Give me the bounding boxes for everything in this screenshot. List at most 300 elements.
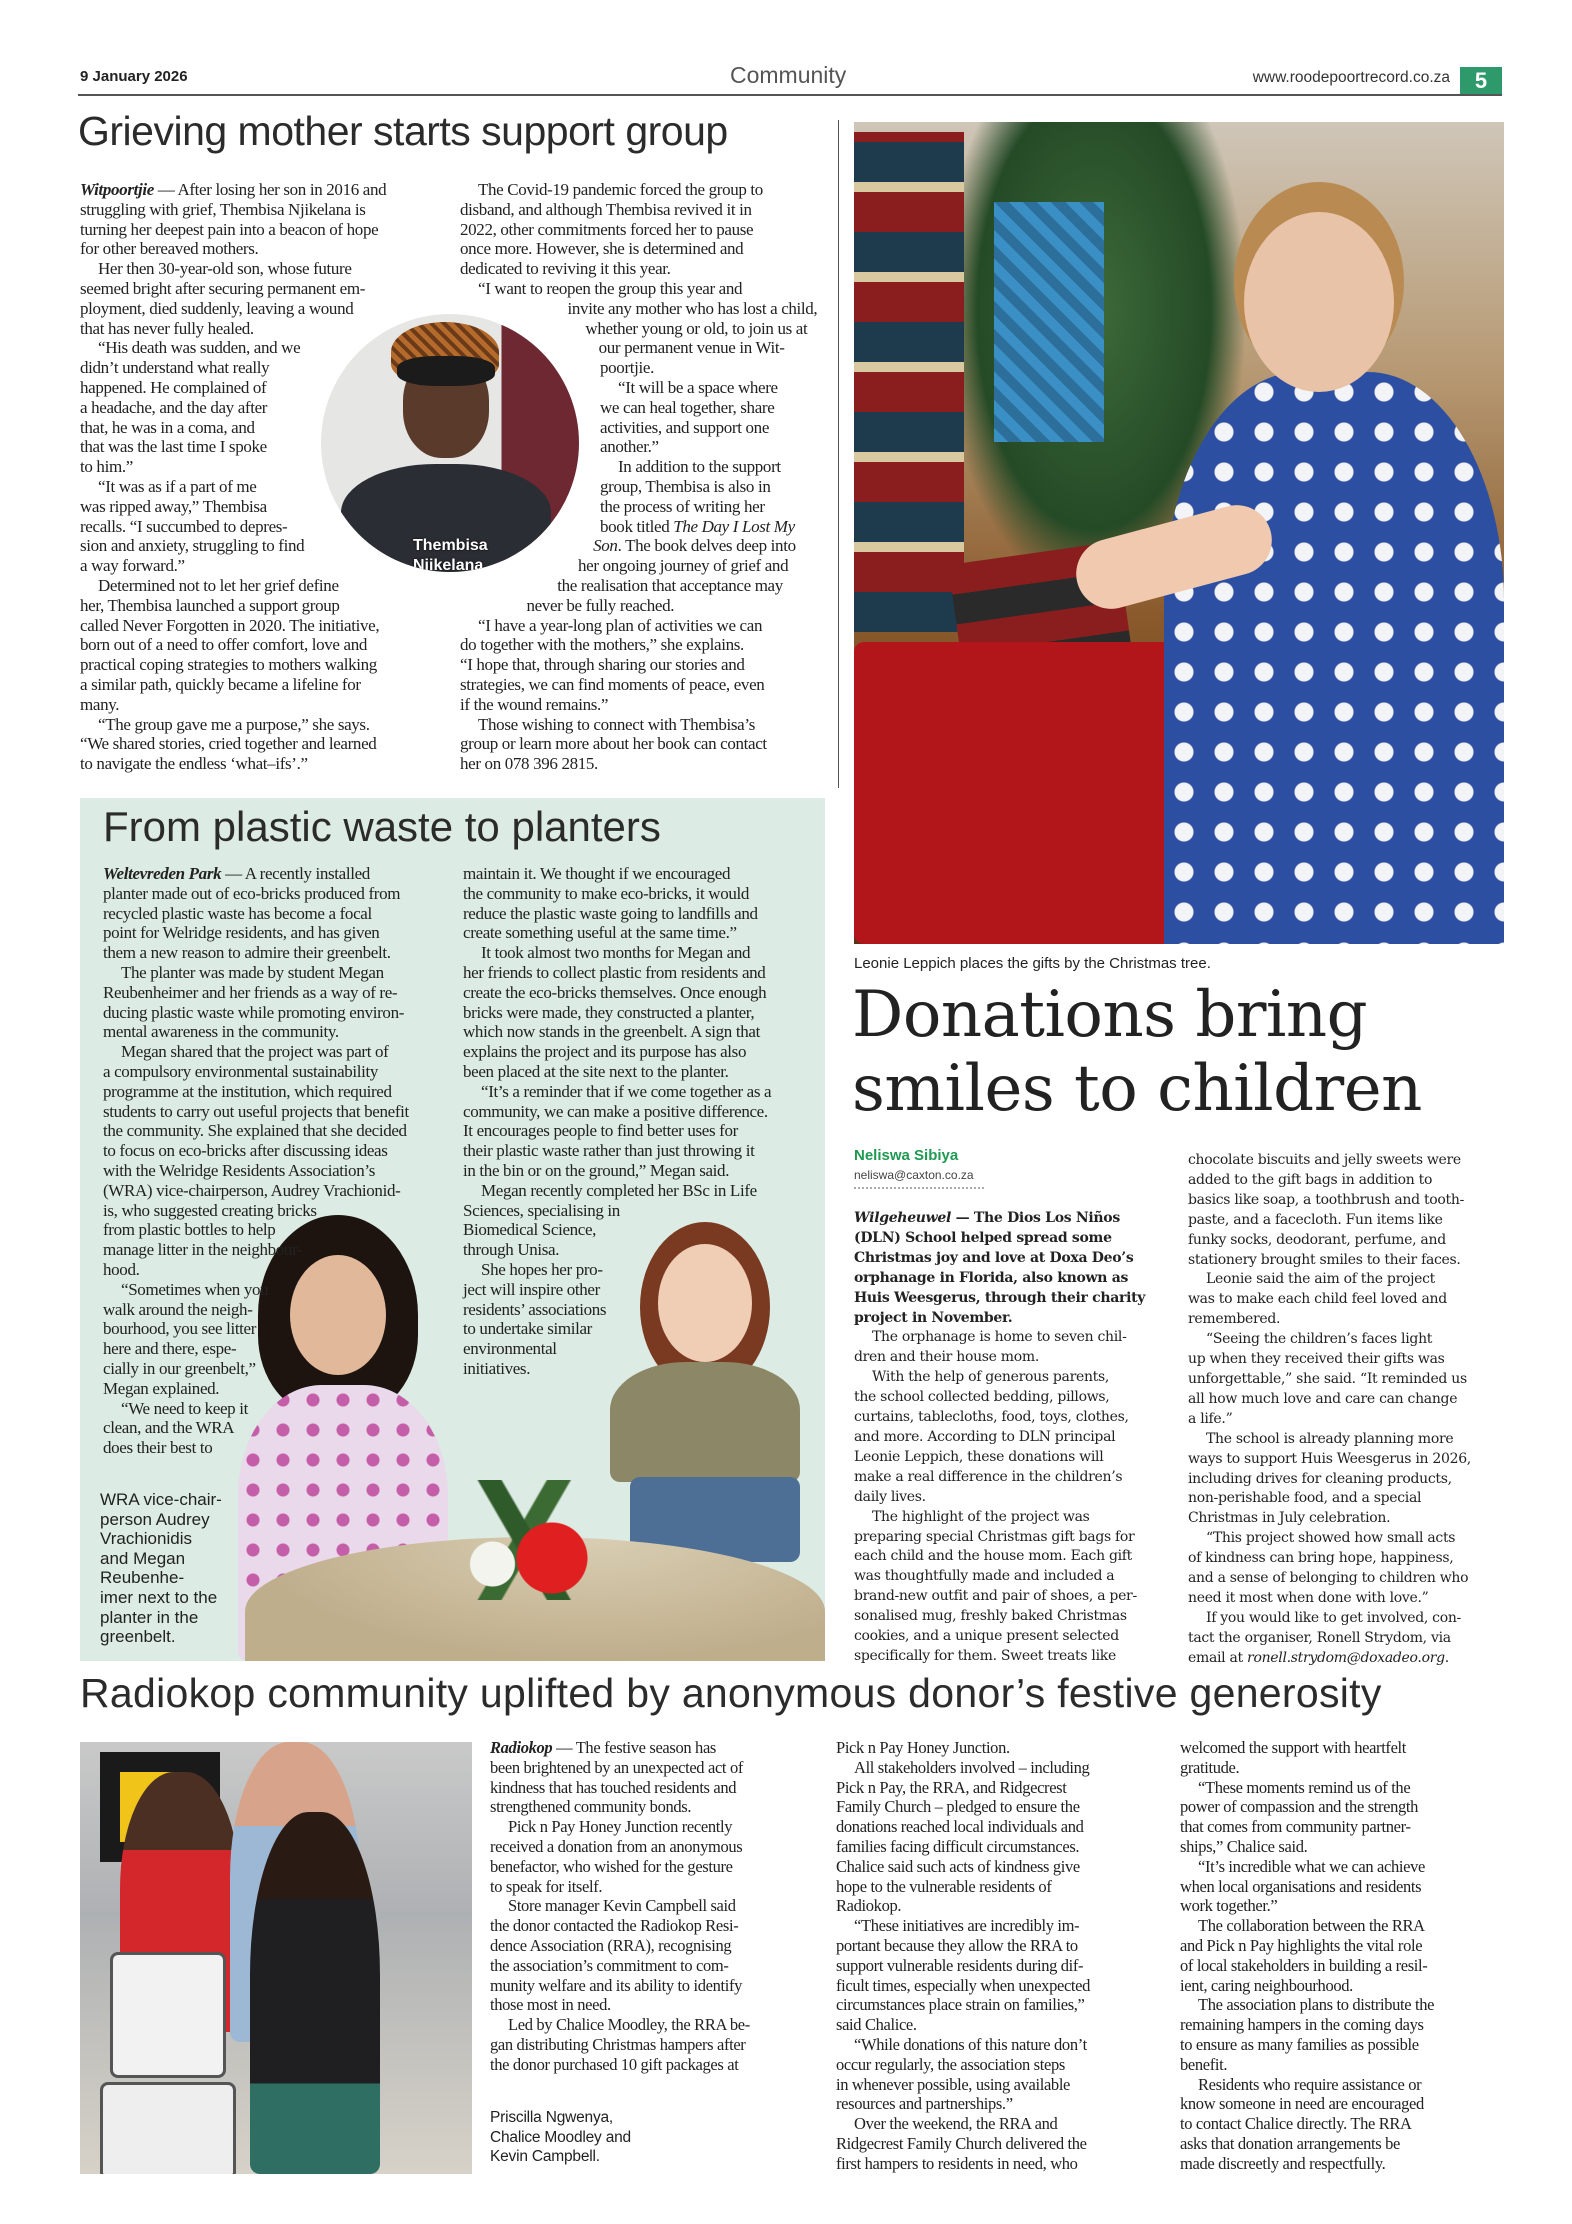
text-segment: tact the organiser, Ronell Strydom, via xyxy=(1188,1629,1451,1646)
text-segment: turning her deepest pain into a beacon of hope xyxy=(80,219,379,239)
text-line xyxy=(103,1418,443,1438)
text-segment: The highlight of the project was xyxy=(872,1508,1090,1525)
text-segment: The orphanage is home to seven chil- xyxy=(872,1329,1127,1346)
text-line xyxy=(463,1161,803,1181)
text-line xyxy=(1188,1151,1506,1171)
text-line xyxy=(460,655,824,675)
text-line xyxy=(490,1976,818,1996)
text-segment: Megan recently completed her BSc in Life xyxy=(481,1180,757,1200)
text-segment: all how much love and care can change xyxy=(1188,1390,1458,1407)
text-line xyxy=(463,1359,803,1379)
text-line xyxy=(1180,2015,1508,2035)
text-line xyxy=(103,1260,443,1280)
text-segment: The Covid-19 pandemic forced the group to xyxy=(478,180,763,199)
text-segment: recalls. “I succumbed to depres- xyxy=(80,516,288,536)
text-segment: initiatives. xyxy=(463,1358,531,1378)
text-segment: explains the project and its purpose has also xyxy=(463,1042,747,1062)
text-segment: the community. She explained that she decided xyxy=(103,1121,407,1141)
text-line xyxy=(103,1042,443,1062)
text-segment: It took almost two months for Megan and xyxy=(481,943,751,963)
text-segment: “We shared stories, cried together and learned xyxy=(80,734,377,754)
text-line xyxy=(1180,1916,1508,1936)
text-segment: cookies, and a unique present selected xyxy=(854,1628,1119,1645)
text-line xyxy=(463,1181,803,1201)
text-segment: Chalice Moodley and xyxy=(490,2128,631,2146)
text-line xyxy=(103,1339,443,1359)
text-line xyxy=(80,715,432,735)
text-line xyxy=(80,180,432,200)
text-line xyxy=(854,1328,1170,1348)
text-segment: Vrachionidis xyxy=(100,1529,192,1549)
headline-plastic-planters: From plastic waste to planters xyxy=(103,803,661,850)
text-line xyxy=(490,1877,818,1897)
text-line xyxy=(460,616,824,636)
text-segment: Ridgecrest Family Church delivered the xyxy=(836,2133,1087,2153)
text-line xyxy=(80,220,432,240)
article-column xyxy=(103,864,443,1458)
text-line xyxy=(1188,1430,1506,1450)
text-segment: benefit. xyxy=(1180,2054,1228,2074)
text-segment: the community to make eco-bricks, it would xyxy=(463,883,750,903)
text-line xyxy=(836,1778,1164,1798)
text-line xyxy=(80,259,432,279)
text-segment: does their best to xyxy=(103,1438,213,1458)
text-line xyxy=(490,2108,631,2128)
dateline: Witpoortjie xyxy=(80,180,154,199)
text-line xyxy=(463,1201,803,1221)
text-line xyxy=(1180,1896,1508,1916)
text-line xyxy=(854,1289,1170,1309)
text-segment: manage litter in the neighbour- xyxy=(103,1240,303,1260)
text-line xyxy=(854,1607,1170,1627)
text-line xyxy=(103,1102,443,1122)
text-segment: “I hope that, through sharing our stories and xyxy=(460,655,745,675)
text-line xyxy=(100,1588,222,1608)
text-segment: “These moments remind us of the xyxy=(1198,1777,1411,1797)
text-line xyxy=(1188,1171,1506,1191)
text-segment: whether young or old, to join us at xyxy=(585,318,808,338)
text-segment: we can heal together, share xyxy=(600,397,775,417)
text-line xyxy=(463,1062,803,1082)
text-segment: . xyxy=(1444,1649,1449,1666)
text-line xyxy=(463,1003,803,1023)
text-line xyxy=(460,239,824,259)
text-line xyxy=(103,1003,443,1023)
text-segment: her on 078 396 2815. xyxy=(460,754,598,774)
text-line xyxy=(490,1936,818,1956)
text-segment: here and there, espe- xyxy=(103,1339,237,1359)
text-segment: In addition to the support xyxy=(618,457,781,477)
text-line xyxy=(103,923,443,943)
text-line xyxy=(103,1240,443,1260)
text-segment: to ensure as many families as possible xyxy=(1180,2034,1419,2054)
author-email[interactable]: neliswa@caxton.co.za xyxy=(854,1168,974,1182)
text-segment: and a sense of belonging to children who xyxy=(1188,1570,1469,1587)
text-line xyxy=(490,2128,631,2148)
text-segment: ships,” Chalice said. xyxy=(1180,1836,1308,1856)
text-line xyxy=(1188,1330,1506,1350)
text-segment: born out of a need to offer comfort, love and xyxy=(80,635,368,655)
text-line xyxy=(1188,1410,1506,1430)
text-line xyxy=(463,1102,803,1122)
text-segment: She hopes her pro- xyxy=(481,1259,603,1279)
text-segment: invite any mother who has lost a child, xyxy=(567,298,818,318)
text-line xyxy=(80,616,432,636)
text-segment: the realisation that acceptance may xyxy=(557,575,783,595)
text-segment: families facing difficult circumstances. xyxy=(836,1836,1080,1856)
text-line xyxy=(490,1837,818,1857)
text-segment: their plastic waste rather than just throwing it xyxy=(463,1141,755,1161)
text-segment: that comes from community partner- xyxy=(1180,1817,1411,1837)
text-line xyxy=(854,1508,1170,1528)
text-segment: our permanent venue in Wit- xyxy=(598,338,785,358)
text-line xyxy=(1188,1211,1506,1231)
text-line xyxy=(80,695,432,715)
text-segment: of local stakeholders in building a resil- xyxy=(1180,1955,1428,1975)
text-segment: ficult times, especially when unexpected xyxy=(836,1975,1091,1995)
text-line xyxy=(490,2015,818,2035)
text-segment: . The book delves deep into xyxy=(617,536,796,556)
text-line xyxy=(463,1300,803,1320)
text-segment: “It will be a space where xyxy=(618,377,778,397)
text-line xyxy=(1180,1738,1508,1758)
text-segment: ient, caring neighbourhood. xyxy=(1180,1975,1353,1995)
text-line xyxy=(103,1379,443,1399)
text-line xyxy=(854,1408,1170,1428)
text-segment: made discreetly and respectfully. xyxy=(1180,2153,1386,2173)
text-line xyxy=(854,1368,1170,1388)
dateline: Radiokop xyxy=(490,1738,553,1757)
woman-dress xyxy=(1164,372,1504,944)
text-line xyxy=(463,923,803,943)
text-segment: — The Dios Los Niños xyxy=(955,1210,1120,1226)
text-segment: each child and the house mom. Each gift xyxy=(854,1548,1133,1565)
text-line xyxy=(854,1249,1170,1269)
text-line xyxy=(1188,1191,1506,1211)
text-line xyxy=(854,1647,1170,1667)
text-line xyxy=(1188,1251,1506,1271)
text-segment: occur regularly, the association steps xyxy=(836,2054,1065,2074)
text-line xyxy=(103,983,443,1003)
text-segment: ways to support Huis Weesgerus in 2026, xyxy=(1188,1450,1471,1467)
photo-caption: Leonie Leppich places the gifts by the Christmas tree. xyxy=(854,955,1211,972)
text-segment: remaining hampers in the coming days xyxy=(1180,2015,1424,2035)
headline-radiokop: Radiokop community uplifted by anonymous donor’s festive generosity xyxy=(80,1670,1382,1716)
text-line xyxy=(836,2094,1164,2114)
text-segment: cially in our greenbelt,” xyxy=(103,1358,256,1378)
planter-flowers xyxy=(450,1480,620,1600)
text-segment: her ongoing journey of grief and xyxy=(578,556,789,576)
text-line xyxy=(490,1797,818,1817)
text-segment: if the wound remains.” xyxy=(460,694,609,714)
text-line xyxy=(854,1627,1170,1647)
text-line xyxy=(1188,1390,1506,1410)
text-segment: many. xyxy=(80,694,120,714)
text-segment: first hampers to residents in need, who xyxy=(836,2153,1078,2173)
text-segment: “It’s a reminder that if we come together as a xyxy=(481,1081,772,1101)
text-segment: called Never Forgotten in 2020. The initiative, xyxy=(80,615,380,635)
text-segment: Radiokop. xyxy=(836,1896,902,1916)
text-line xyxy=(1180,2094,1508,2114)
text-segment: welcomed the support with heartfelt xyxy=(1180,1738,1407,1757)
text-segment: a compulsory environmental sustainability xyxy=(103,1061,379,1081)
column-divider xyxy=(838,120,839,788)
text-line xyxy=(463,1319,803,1339)
text-segment: Residents who require assistance or xyxy=(1198,2074,1422,2094)
woman-face xyxy=(1244,212,1394,392)
text-segment: was to make each child feel loved and xyxy=(1188,1291,1447,1308)
text-segment: (WRA) vice-chairperson, Audrey Vrachionid- xyxy=(103,1180,401,1200)
issue-date: 9 January 2026 xyxy=(80,68,188,85)
text-line xyxy=(854,1488,1170,1508)
text-segment: orphanage in Florida, also known as xyxy=(854,1269,1129,1286)
text-line xyxy=(836,1976,1164,1996)
text-line xyxy=(100,1568,222,1588)
text-line xyxy=(490,1956,818,1976)
text-segment: once more. However, she is determined and xyxy=(460,239,744,259)
text-segment: “It was as if a part of me xyxy=(98,476,257,496)
text-segment: non-perishable food, and a special xyxy=(1188,1490,1422,1507)
text-segment: gan distributing Christmas hampers after xyxy=(490,2034,746,2054)
text-line xyxy=(490,2055,818,2075)
text-segment: Reubenheimer and her friends as a way of re- xyxy=(103,982,398,1002)
text-line xyxy=(80,655,432,675)
headline-line: Donations bring xyxy=(852,978,1368,1052)
text-line xyxy=(854,1528,1170,1548)
text-segment: benefactor, who wished for the gesture xyxy=(490,1856,733,1876)
text-segment: — After losing her son in 2016 and xyxy=(157,180,387,199)
text-line xyxy=(1188,1270,1506,1290)
text-line xyxy=(460,279,824,299)
text-segment: work together.” xyxy=(1180,1896,1278,1916)
text-segment: when local organisations and residents xyxy=(1180,1876,1422,1896)
portrait-photo-thembisa xyxy=(321,314,579,572)
text-segment: “Sometimes when you xyxy=(121,1279,269,1299)
text-segment: clean, and the WRA xyxy=(103,1418,235,1438)
text-segment: seemed bright after securing permanent em- xyxy=(80,278,366,298)
text-line xyxy=(836,1877,1164,1897)
text-line xyxy=(103,1438,443,1458)
text-segment: sonalised mug, freshly baked Christmas xyxy=(854,1608,1127,1625)
text-segment: imer next to the xyxy=(100,1587,218,1607)
text-segment: dence Association (RRA), recognising xyxy=(490,1935,732,1955)
text-line xyxy=(103,1062,443,1082)
text-line xyxy=(1188,1489,1506,1509)
text-segment: reduce the plastic waste going to landfills and xyxy=(463,903,758,923)
text-segment: and Megan xyxy=(100,1548,186,1568)
text-line xyxy=(103,1022,443,1042)
text-segment: book titled xyxy=(600,516,674,536)
text-segment: the donor contacted the Radiokop Resi- xyxy=(490,1916,739,1936)
text-line xyxy=(80,754,432,774)
text-line xyxy=(103,884,443,904)
text-line xyxy=(463,983,803,1003)
text-line xyxy=(103,1399,443,1419)
text-line xyxy=(854,1567,1170,1587)
text-line xyxy=(1188,1450,1506,1470)
text-segment: If you would like to get involved, con- xyxy=(1206,1609,1461,1626)
text-line xyxy=(80,596,432,616)
text-segment: a similar path, quickly became a lifeline for xyxy=(80,674,361,694)
italic-text: The Day I Lost My xyxy=(673,516,795,536)
text-segment: Megan shared that the project was part of xyxy=(121,1042,389,1062)
text-line xyxy=(854,1448,1170,1468)
text-segment: With the help of generous parents, xyxy=(872,1369,1110,1386)
text-line xyxy=(463,943,803,963)
text-segment: Family Church – pledged to ensure the xyxy=(836,1797,1080,1817)
text-line xyxy=(460,220,824,240)
text-segment: them a new reason to admire their greenbelt. xyxy=(103,943,391,963)
text-segment: and Pick n Pay highlights the vital role xyxy=(1180,1935,1423,1955)
text-segment: “Seeing the children’s faces light xyxy=(1206,1331,1433,1348)
text-segment: ducing plastic waste while promoting environ- xyxy=(103,1002,405,1022)
text-segment: Pick n Pay, the RRA, and Ridgecrest xyxy=(836,1777,1067,1797)
text-segment: been placed at the site next to the planter. xyxy=(463,1061,729,1081)
text-segment: in the bin or on the ground,” Megan said. xyxy=(463,1160,730,1180)
text-line xyxy=(463,1339,803,1359)
text-segment: Chalice said such acts of kindness give xyxy=(836,1856,1080,1876)
text-line xyxy=(1188,1549,1506,1569)
text-segment: the donor purchased 10 gift packages at xyxy=(490,2054,739,2074)
text-line xyxy=(836,1916,1164,1936)
text-line xyxy=(1180,2134,1508,2154)
text-line xyxy=(490,1758,818,1778)
text-segment: asks that donation arrangements be xyxy=(1180,2133,1400,2153)
text-segment: project in November. xyxy=(854,1309,1013,1326)
website-link[interactable]: www.roodepoortrecord.co.za xyxy=(1252,69,1450,86)
gift-bag xyxy=(994,202,1104,442)
text-segment: Christmas joy and love at Doxa Deo’s xyxy=(854,1249,1134,1266)
text-line xyxy=(460,180,824,200)
text-segment: Sciences, specialising in xyxy=(463,1200,620,1220)
text-segment: the school collected bedding, pillows, xyxy=(854,1389,1110,1406)
text-segment: (DLN) School helped spread some xyxy=(854,1229,1112,1246)
text-line xyxy=(100,1549,222,1569)
text-line xyxy=(490,1778,818,1798)
text-line xyxy=(103,1181,443,1201)
text-segment: — The festive season has xyxy=(556,1738,716,1757)
text-segment: received a donation from an anonymous xyxy=(490,1836,743,1856)
text-line xyxy=(854,1388,1170,1408)
text-line xyxy=(1188,1350,1506,1370)
text-line xyxy=(836,2134,1164,2154)
text-segment: ployment, died suddenly, leaving a wound xyxy=(80,298,354,318)
text-line xyxy=(460,734,824,754)
text-segment: preparing special Christmas gift bags for xyxy=(854,1528,1135,1545)
text-segment: maintain it. We thought if we encouraged xyxy=(463,864,731,883)
text-line xyxy=(1188,1609,1506,1629)
text-line xyxy=(490,2035,818,2055)
text-line xyxy=(1180,2035,1508,2055)
text-line xyxy=(463,1022,803,1042)
text-segment: email at xyxy=(1188,1649,1248,1666)
text-segment: donations reached local individuals and xyxy=(836,1817,1084,1837)
article-column xyxy=(836,1738,1164,2174)
text-segment: All stakeholders involved – including xyxy=(854,1757,1090,1777)
text-segment: “We need to keep it xyxy=(121,1398,248,1418)
text-line xyxy=(103,1082,443,1102)
dateline: Wilgeheuwel xyxy=(854,1210,952,1226)
text-segment: added to the gift bags in addition to xyxy=(1188,1171,1433,1188)
text-line xyxy=(1188,1649,1506,1669)
text-segment: The association plans to distribute the xyxy=(1198,1995,1435,2015)
text-line xyxy=(836,2075,1164,2095)
headline-grieving-mother: Grieving mother starts support group xyxy=(78,108,728,154)
text-segment: need it most when done with love.” xyxy=(1188,1589,1429,1606)
text-segment: was thoughtfully made and included a xyxy=(854,1568,1115,1585)
text-line xyxy=(854,1229,1170,1249)
text-segment: with the Welridge Residents Association’s xyxy=(103,1160,375,1180)
text-line xyxy=(463,1220,803,1240)
text-line xyxy=(490,1896,818,1916)
text-segment: brand-new outfit and pair of shoes, a per- xyxy=(854,1588,1137,1605)
text-segment: community, we can make a positive difference. xyxy=(463,1101,768,1121)
text-segment: up when they received their gifts was xyxy=(1188,1351,1445,1368)
text-segment: “This project showed how small acts xyxy=(1206,1530,1456,1547)
text-line xyxy=(1188,1569,1506,1589)
text-segment: a headache, and the day after xyxy=(80,397,268,417)
text-line xyxy=(460,635,824,655)
text-line xyxy=(100,1608,222,1628)
text-line xyxy=(1180,1857,1508,1877)
text-segment: disband, and although Thembisa revived it in xyxy=(460,199,752,219)
text-segment: residents’ associations xyxy=(463,1299,607,1319)
text-segment: create something useful at the same time.” xyxy=(463,923,737,943)
text-segment: person Audrey xyxy=(100,1509,210,1529)
text-segment: hood. xyxy=(103,1259,140,1279)
text-segment: activities, and support one xyxy=(600,417,770,437)
article-column xyxy=(1180,1738,1508,2174)
text-segment: Huis Weesgerus, through their charity xyxy=(854,1289,1146,1306)
text-line xyxy=(1188,1290,1506,1310)
text-segment: planter in the xyxy=(100,1607,199,1627)
text-segment: point for Welridge residents, and has given xyxy=(103,923,380,943)
text-segment: the association’s commitment to com- xyxy=(490,1955,729,1975)
text-line xyxy=(80,239,432,259)
text-line xyxy=(836,1857,1164,1877)
text-line xyxy=(836,2114,1164,2134)
text-segment: The planter was made by student Megan xyxy=(121,962,384,982)
text-segment: strengthened community bonds. xyxy=(490,1797,692,1817)
text-line xyxy=(1180,1758,1508,1778)
text-segment: a way forward.” xyxy=(80,556,185,576)
text-segment: planter made out of eco-bricks produced from xyxy=(103,883,401,903)
text-line xyxy=(463,1042,803,1062)
section-title: Community xyxy=(730,62,847,88)
text-line xyxy=(836,2035,1164,2055)
text-line xyxy=(100,1490,222,1510)
text-segment: “While donations of this nature don’t xyxy=(854,2034,1087,2054)
text-segment: Store manager Kevin Campbell said xyxy=(508,1896,736,1916)
text-segment: Those wishing to connect with Thembisa’s xyxy=(478,714,756,734)
text-segment: Megan explained. xyxy=(103,1378,220,1398)
text-segment: resources and partnerships.” xyxy=(836,2094,1013,2114)
text-line xyxy=(490,1916,818,1936)
headline-line: smiles to children xyxy=(852,1052,1422,1126)
gift-bag xyxy=(854,132,964,632)
text-line xyxy=(103,963,443,983)
text-segment: specifically for them. Sweet treats like xyxy=(854,1647,1116,1664)
text-line xyxy=(854,1547,1170,1567)
photo-radiokop-hampers xyxy=(80,1742,472,2174)
article-column xyxy=(490,1738,818,2075)
text-segment: paste, and a facecloth. Fun items like xyxy=(1188,1211,1443,1228)
text-segment: Priscilla Ngwenya, xyxy=(490,2109,614,2126)
text-segment: Pick n Pay Honey Junction. xyxy=(836,1738,1010,1757)
text-line xyxy=(463,864,803,884)
text-segment: “The group gave me a purpose,” she says. xyxy=(98,714,370,734)
text-segment: practical coping strategies to mothers walking xyxy=(80,655,377,675)
